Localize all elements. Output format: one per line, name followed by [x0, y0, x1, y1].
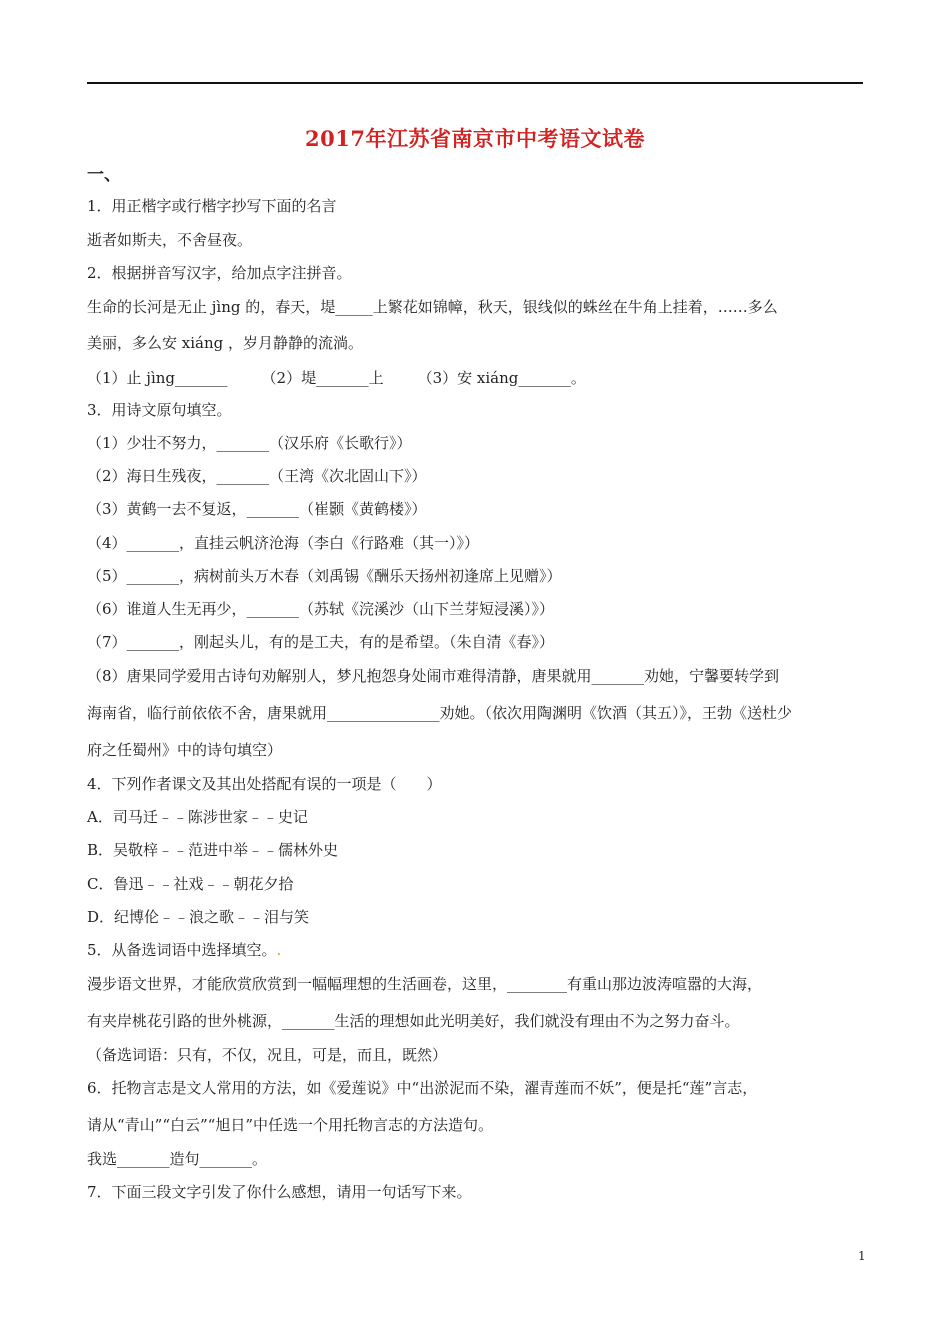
question-3-item-8-line-3: 府之任蜀州》中的诗句填空）: [87, 741, 283, 759]
question-2-blank-2: （2）堤_______上: [261, 369, 384, 387]
page-number: 1: [858, 1249, 866, 1263]
question-6-answer-line: 我选_______造句_______。: [87, 1150, 268, 1168]
question-4-prompt: 4．下列作者课文及其出处搭配有误的一项是（ ）: [87, 775, 442, 793]
question-5-word-bank: （备选词语：只有，不仅，况且，可是，而且，既然）: [87, 1046, 448, 1064]
question-3-prompt: 3．用诗文原句填空。: [87, 401, 232, 419]
page-title: 2017年江苏省南京市中考语文试卷: [305, 126, 645, 151]
question-5-prompt-text: 5．从备选词语中选择填空。: [87, 941, 277, 959]
question-4-option-a: A．司马迁﹣﹣陈涉世家﹣﹣史记: [87, 808, 308, 826]
question-2-blank-3: （3）安 xiáng_______。: [417, 369, 586, 387]
question-1-prompt: 1．用正楷字或行楷字抄写下面的名言: [87, 197, 337, 215]
section-label: 一、: [87, 165, 121, 185]
question-2-passage-line-1: 生命的长河是无止 jìng 的，春天，堤_____上繁花如锦幛，秋天，银线似的蛛丝在牛角上挂着，……多么: [87, 298, 778, 316]
question-5-passage-line-2: 有夹岸桃花引路的世外桃源，_______生活的理想如此光明美好，我们就没有理由不为之努力奋斗。: [87, 1012, 740, 1030]
question-3-item-5: （5）_______，病树前头万木春（刘禹锡《酬乐天扬州初逢席上见赠》）: [87, 567, 562, 585]
question-4-option-b: B．吴敬梓﹣﹣范进中举﹣﹣儒林外史: [87, 841, 339, 859]
question-2-blanks: [87, 368, 586, 388]
question-6-prompt-line-1: 6．托物言志是文人常用的方法，如《爱莲说》中“出淤泥而不染，濯青莲而不妖”，便是托“莲”言志，: [87, 1079, 758, 1097]
question-3-item-2: （2）海日生残夜，_______（王湾《次北固山下》）: [87, 467, 427, 485]
question-5-passage-line-1: 漫步语文世界，才能欣赏欣赏到一幅幅理想的生活画卷，这里，________有重山那边波涛喧嚣的大海，: [87, 975, 763, 993]
question-4-option-c: C．鲁迅﹣﹣社戏﹣﹣朝花夕拾: [87, 875, 294, 893]
stray-dot: .: [276, 941, 282, 959]
question-4-option-d: D．纪博伦﹣﹣浪之歌﹣﹣泪与笑: [87, 908, 310, 926]
question-3-item-6: （6）谁道人生无再少，_______（苏轼《浣溪沙（山下兰芽短浸溪）》）: [87, 600, 555, 618]
question-1-quote: 逝者如斯夫，不舍昼夜。: [87, 231, 253, 249]
question-2-prompt: 2．根据拼音写汉字，给加点字注拼音。: [87, 264, 352, 282]
question-2-blank-1: （1）止 jìng_______: [87, 369, 228, 387]
header-rule: [87, 82, 863, 84]
question-3-item-8-line-2: 海南省，临行前依依不舍，唐果就用_______________劝她。（依次用陶渊明《饮酒（其五）》，王勃《送杜少: [87, 704, 793, 722]
question-6-prompt-line-2: 请从“青山”“白云”“旭日”中任选一个用托物言志的方法造句。: [87, 1116, 494, 1134]
question-3-item-3: （3）黄鹤一去不复返，_______（崔颢《黄鹤楼》）: [87, 500, 427, 518]
question-7-prompt: 7．下面三段文字引发了你什么感想，请用一句话写下来。: [87, 1183, 472, 1201]
question-3-item-4: （4）_______，直挂云帆济沧海（李白《行路难（其一）》）: [87, 534, 480, 552]
question-3-item-8-line-1: （8）唐果同学爱用古诗句劝解别人，梦凡抱怨身处闹市难得清静，唐果就用_______劝她，宁馨要转学到: [87, 667, 780, 685]
question-2-passage-line-2: 美丽，多么安 xiáng ，岁月静静的流淌。: [87, 334, 364, 352]
question-3-item-7: （7）_______，刚起头儿，有的是工夫，有的是希望。（朱自清《春》）: [87, 633, 555, 651]
question-5-prompt: [87, 940, 281, 960]
question-3-item-1: （1）少壮不努力，_______（汉乐府《长歌行》）: [87, 434, 412, 452]
